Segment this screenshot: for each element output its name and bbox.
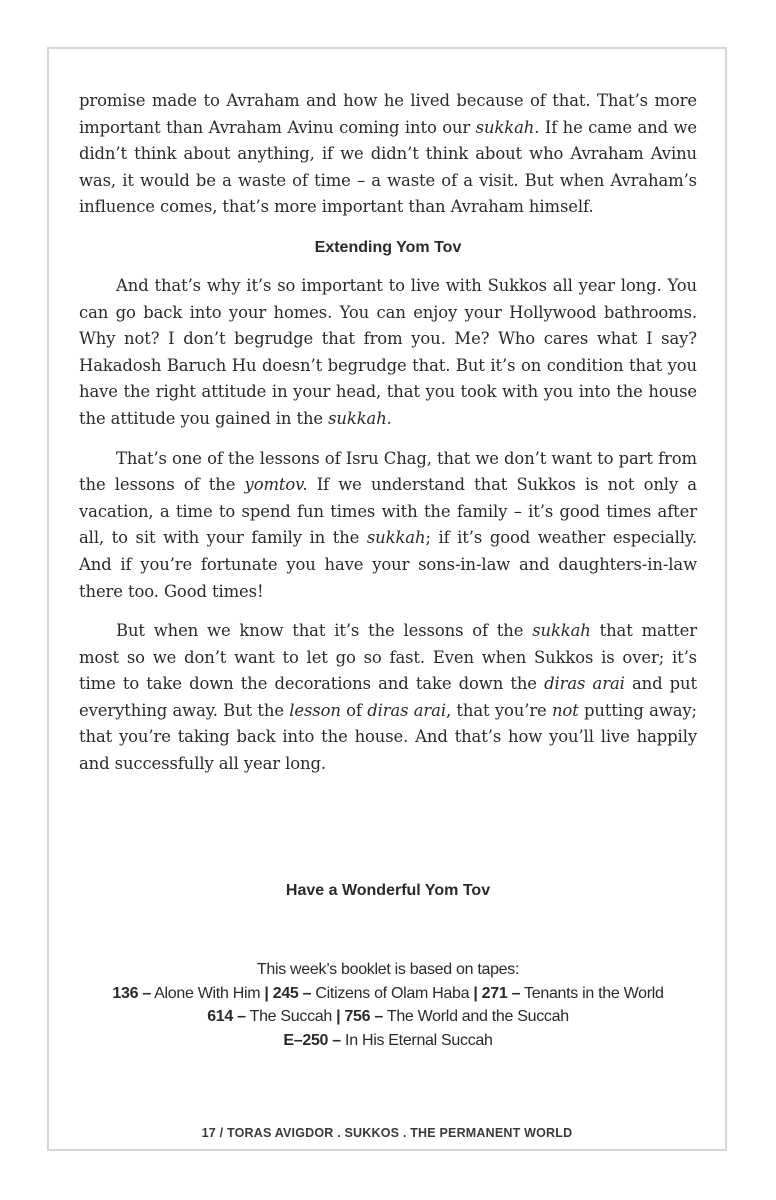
italic-term: sukkah.: [475, 117, 540, 137]
text-run: ; if it’s good weather especially. And if you’re fortunate you have your sons-in-law and daughters-in-law there too. Good times!: [79, 528, 697, 601]
text-run: , that you’re: [445, 700, 552, 720]
text-run: And that’s why it’s so important to live with Sukkos all year long. You can go back into your homes. You can enjoy your Hollywood bathrooms. Why not? I don’t begrudge that from you. Me? Who cares what I say? Hakadosh Baruch Hu doesn’t begrudge that. But it’s on condition that you have the right attitude in your head, that you took with you into the house the attitude you gained in the: [79, 275, 697, 428]
tape-title: In His Eternal Succah: [340, 1031, 493, 1049]
italic-term: sukkah: [532, 621, 591, 641]
tape-number: 614 –: [207, 1008, 246, 1025]
text-run: that matter most so we don’t want to let go so fast. Even when Sukkos is over; it’s time to take down the decorations and take down the: [79, 621, 697, 694]
italic-term: diras arai: [367, 700, 446, 720]
tape-number: 245 –: [272, 984, 312, 1002]
text-run: If we understand that Sukkos is not only a vacation, a time to spend fun times with the family – it’s good times after all, to sit with your family in the: [79, 475, 697, 548]
tapes-line: [60, 1005, 716, 1029]
page-footer: 17 / TORAS AVIGDOR . SUKKOS . THE PERMANENT WORLD: [201, 1126, 573, 1140]
text-run: and put everything away. But the: [79, 674, 697, 720]
tape-title: The Succah: [245, 1008, 332, 1025]
tape-number: E–250 –: [283, 1031, 341, 1049]
italic-term: sukkah: [366, 528, 426, 548]
text-run: If he came and we didn’t think about anything, if we didn’t think about who Avraham Avinu was, it would be a waste of time – a waste of a visit. But when Avraham’s influence comes, that’s more important than Avraham himself.: [79, 117, 698, 217]
text-run: putting away; that you’re taking back into the house. And that’s how you’ll live happily and successfully all year long.: [79, 700, 697, 774]
tape-number: 756 –: [344, 1008, 383, 1025]
tape-number: 271 –: [481, 984, 521, 1002]
tapes-line: [60, 982, 716, 1006]
tape-title: Citizens of Olam Haba: [311, 984, 470, 1002]
section-heading: Extending Yom Tov: [314, 238, 462, 256]
italic-term: lesson: [289, 700, 341, 720]
section-paragraphs: [79, 273, 697, 778]
text-run: promise made to Avraham and how he lived because of that. That’s more important than Avraham Avinu coming into our: [79, 91, 697, 137]
tape-number: 136 –: [112, 984, 151, 1002]
tapes-list: [60, 958, 716, 1052]
separator: |: [469, 984, 482, 1002]
text-run: That’s one of the lessons of Isru Chag, that we don’t want to part from the lessons of the: [79, 448, 697, 495]
separator: |: [331, 1008, 345, 1025]
tape-title: Alone With Him: [150, 984, 261, 1002]
paragraph: [79, 273, 697, 433]
text-run: But when we know that it’s the lessons of the: [116, 621, 533, 641]
tapes-intro: This week’s booklet is based on tapes:: [256, 961, 520, 978]
tape-title: The World and the Succah: [383, 1008, 569, 1025]
italic-term: diras arai: [544, 674, 625, 694]
italic-term: not: [551, 700, 579, 720]
tape-title: Tenants in the World: [520, 984, 664, 1002]
text-run: of: [340, 700, 368, 720]
body-text: [79, 88, 697, 791]
intro-paragraphs: [79, 88, 697, 221]
closing-heading: Have a Wonderful Yom Tov: [285, 882, 491, 899]
italic-term: sukkah.: [328, 408, 392, 428]
paragraph: [79, 618, 697, 778]
paragraph: [79, 446, 697, 606]
paragraph: [79, 88, 697, 221]
italic-term: yomtov.: [244, 475, 308, 495]
separator: |: [260, 984, 273, 1002]
tapes-line: [60, 1029, 716, 1053]
